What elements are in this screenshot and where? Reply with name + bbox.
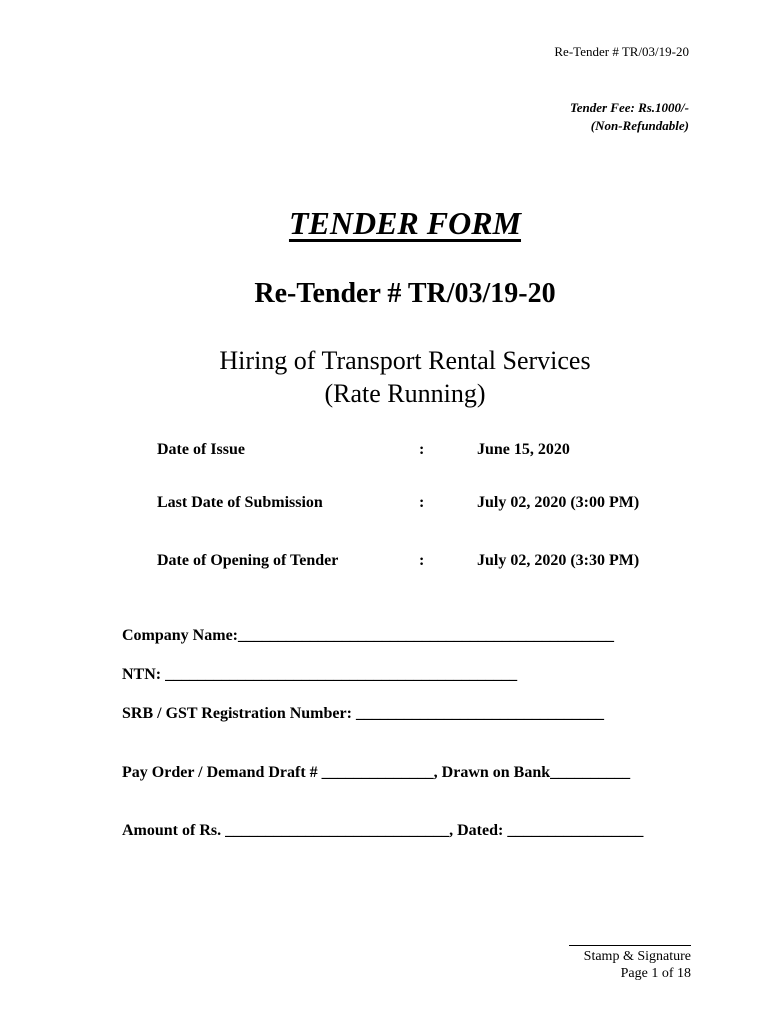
- tender-fee: [570, 99, 689, 135]
- date-label: Last Date of Submission: [157, 494, 323, 511]
- tender-number: Re-Tender # TR/03/19-20: [254, 278, 556, 309]
- date-value: July 02, 2020 (3:00 PM): [477, 494, 640, 511]
- ntn-field[interactable]: NTN: ____________________________________________: [122, 666, 518, 683]
- subtitle-line-2: (Rate Running): [324, 379, 486, 408]
- date-separator: :: [419, 552, 425, 569]
- date-value: July 02, 2020 (3:30 PM): [477, 552, 640, 569]
- stamp-signature-block: [569, 945, 691, 982]
- tender-subtitle: [0, 344, 770, 410]
- date-separator: :: [419, 441, 425, 458]
- signature-line: [569, 945, 691, 946]
- header-reference: Re-Tender # TR/03/19-20: [554, 44, 689, 59]
- pay-order-field[interactable]: Pay Order / Demand Draft # ______________, Drawn on Bank__________: [122, 764, 631, 781]
- date-label: Date of Issue: [157, 441, 245, 458]
- srb-gst-field[interactable]: SRB / GST Registration Number: _______________________________: [122, 705, 604, 722]
- date-label: Date of Opening of Tender: [157, 552, 339, 569]
- page-number: Page 1 of 18: [620, 966, 691, 981]
- date-value: June 15, 2020: [477, 441, 570, 458]
- tender-fee-note: (Non-Refundable): [590, 118, 689, 133]
- stamp-signature-label: Stamp & Signature: [583, 949, 691, 964]
- company-name-field[interactable]: Company Name:_______________________________________________: [122, 627, 614, 644]
- date-separator: :: [419, 494, 425, 511]
- subtitle-line-1: Hiring of Transport Rental Services: [219, 346, 591, 375]
- amount-field[interactable]: Amount of Rs. ____________________________, Dated: _________________: [122, 822, 644, 839]
- page-title: TENDER FORM: [288, 205, 522, 241]
- tender-fee-amount: Tender Fee: Rs.1000/-: [569, 100, 689, 115]
